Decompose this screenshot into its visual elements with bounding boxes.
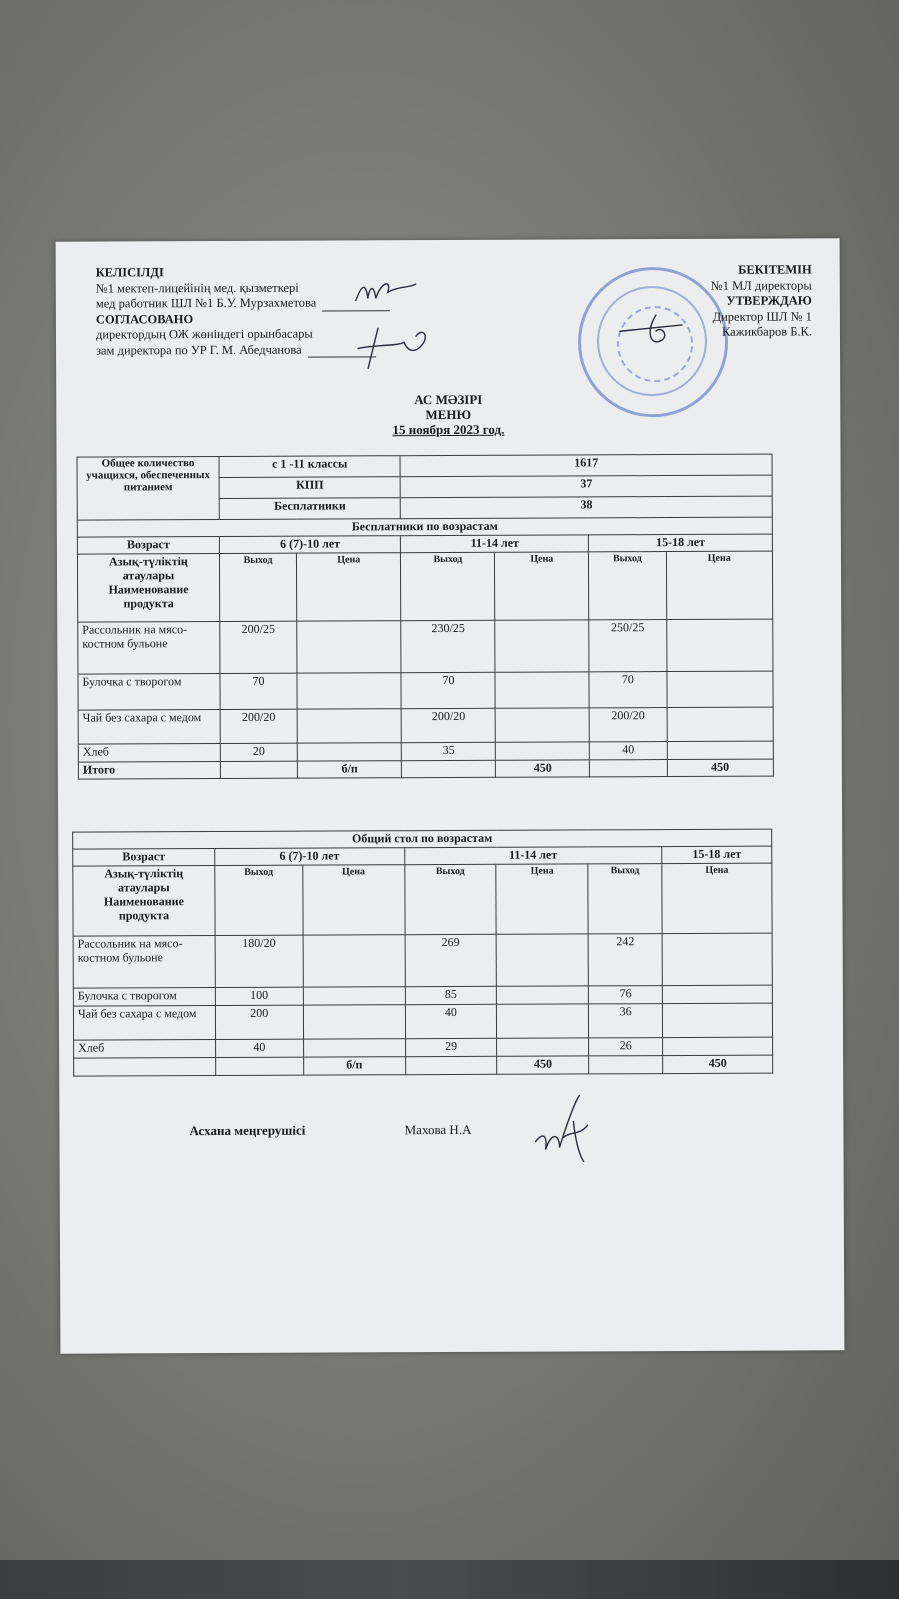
ru-director: Директор ШЛ № 1	[712, 308, 812, 324]
table-row	[78, 707, 773, 744]
output-value: 20	[220, 743, 297, 761]
summary-count: 37	[401, 475, 773, 498]
product-name: Булочка с творогом	[73, 988, 215, 1007]
total-label: Итого	[78, 762, 220, 780]
total-row	[74, 1055, 773, 1076]
col-out: Выход	[219, 553, 297, 621]
free-meals-table	[77, 454, 774, 780]
summary-count: 1617	[400, 454, 772, 477]
output-value: 76	[589, 986, 663, 1004]
col-out: Выход	[589, 552, 667, 620]
output-value: 242	[588, 934, 662, 986]
kz-approve: БЕКІТЕМІН	[738, 262, 812, 277]
table-row	[73, 933, 772, 988]
kz-director: №1 МЛ директоры	[710, 277, 812, 293]
col-price: Цена	[666, 551, 773, 619]
output-value: 269	[405, 934, 497, 986]
col-out: Выход	[215, 865, 303, 935]
age-label: Возраст	[77, 537, 219, 555]
background-strip	[0, 1560, 899, 1599]
output-value: 29	[405, 1038, 497, 1056]
menu-document	[56, 238, 845, 1353]
total-value: 450	[663, 1055, 773, 1073]
total-value: б/п	[303, 1057, 405, 1075]
ru-med: мед работник ШЛ №1 Б.У. Мурзахметова	[95, 295, 317, 311]
product-header: Азық-түліктің атаулары Наименование продукта	[73, 866, 215, 937]
product-header: Азық-түліктің атаулары Наименование продукта	[77, 554, 219, 623]
age-label: Возраст	[73, 849, 215, 867]
col-price: Цена	[662, 863, 772, 933]
col-price: Цена	[495, 552, 589, 620]
age-group: 15-18 лет	[662, 846, 772, 863]
output-value: 200	[215, 1005, 303, 1039]
output-value: 200/20	[589, 708, 666, 742]
col-out: Выход	[588, 864, 662, 934]
output-value: 200/20	[402, 708, 496, 742]
output-value: 200/25	[220, 621, 297, 673]
signature-director	[616, 311, 686, 351]
total-value: б/п	[297, 761, 401, 778]
summary-group: с 1 -11 классы	[219, 456, 401, 478]
output-value: 100	[215, 987, 303, 1005]
table-row	[78, 619, 773, 674]
summary-group: КПП	[219, 477, 401, 499]
col-price: Цена	[496, 864, 588, 934]
output-value: 40	[405, 1004, 497, 1038]
product-name: Булочка с творогом	[78, 674, 220, 711]
kz-med: №1 мектеп-лицейінің мед. қызметкері	[95, 280, 299, 296]
ru-approve: УТВЕРЖДАЮ	[726, 293, 812, 308]
total-value: 450	[497, 1056, 589, 1074]
ru-deputy: зам директора по УР Г. М. Абедчанова	[96, 342, 302, 358]
col-price: Цена	[303, 865, 405, 935]
kz-agreed: КЕЛІСІЛДІ	[95, 265, 164, 280]
approval-block	[711, 262, 812, 340]
summary-count: 38	[401, 496, 773, 519]
total-value: 450	[496, 760, 590, 777]
total-row	[78, 759, 773, 779]
product-name: Хлеб	[74, 1040, 216, 1059]
output-value: 26	[589, 1038, 663, 1056]
product-name: Рассольник на мясо-костном бульоне	[78, 622, 220, 675]
output-value: 200/20	[220, 709, 297, 743]
output-value: 36	[589, 1004, 663, 1038]
table-row	[73, 1003, 772, 1040]
output-value: 180/20	[215, 935, 303, 987]
product-name: Хлеб	[78, 744, 220, 763]
title-kz: АС МӘЗІРІ	[414, 391, 483, 408]
general-meals-table	[72, 829, 773, 1077]
col-out: Выход	[401, 552, 495, 620]
signature-canteen-head	[529, 1091, 599, 1165]
signature-med	[352, 276, 422, 306]
output-value: 40	[215, 1039, 303, 1057]
output-value: 85	[405, 986, 497, 1004]
product-name: Чай без сахара с медом	[73, 1006, 215, 1041]
title-date: 15 ноября 2023 год.	[392, 421, 505, 438]
output-value: 230/25	[401, 620, 495, 672]
output-value: 35	[402, 742, 496, 760]
table-row	[78, 671, 773, 710]
product-name: Чай без сахара с медом	[78, 710, 220, 745]
col-price: Цена	[297, 553, 402, 621]
director-name: Кажикбаров Б.К.	[721, 324, 813, 339]
col-out: Выход	[404, 864, 496, 934]
age-group: 6 (7)-10 лет	[215, 848, 405, 866]
output-value: 70	[589, 672, 666, 708]
footer-signature-block	[189, 1122, 471, 1139]
output-value: 70	[401, 672, 495, 708]
ru-agreed: СОГЛАСОВАНО	[95, 311, 194, 327]
output-value: 250/25	[589, 620, 666, 672]
age-group: 15-18 лет	[589, 534, 773, 552]
age-group: 6 (7)-10 лет	[219, 536, 401, 554]
document-title	[56, 390, 840, 438]
canteen-head-name: Махова Н.А	[404, 1121, 472, 1138]
kz-deputy: директордың ОЖ жөніндегі орынбасары	[95, 326, 313, 342]
product-name: Рассольник на мясо-костном бульоне	[73, 936, 215, 989]
table-caption: Бесплатники по возрастам	[77, 517, 772, 537]
output-value: 40	[590, 742, 667, 760]
canteen-head-label: Асхана меңгерушісі	[189, 1122, 306, 1139]
signature-deputy	[338, 324, 434, 374]
table-caption: Общий стол по возрастам	[73, 829, 772, 849]
age-group: 11-14 лет	[401, 535, 589, 553]
summary-group: Бесплатники	[219, 498, 401, 520]
total-value: 450	[667, 759, 774, 776]
title-ru: МЕНЮ	[425, 406, 472, 423]
age-group: 11-14 лет	[404, 847, 662, 865]
summary-label: Общее количество учащихся, обеспеченных питанием	[77, 457, 219, 521]
output-value: 70	[220, 673, 297, 709]
